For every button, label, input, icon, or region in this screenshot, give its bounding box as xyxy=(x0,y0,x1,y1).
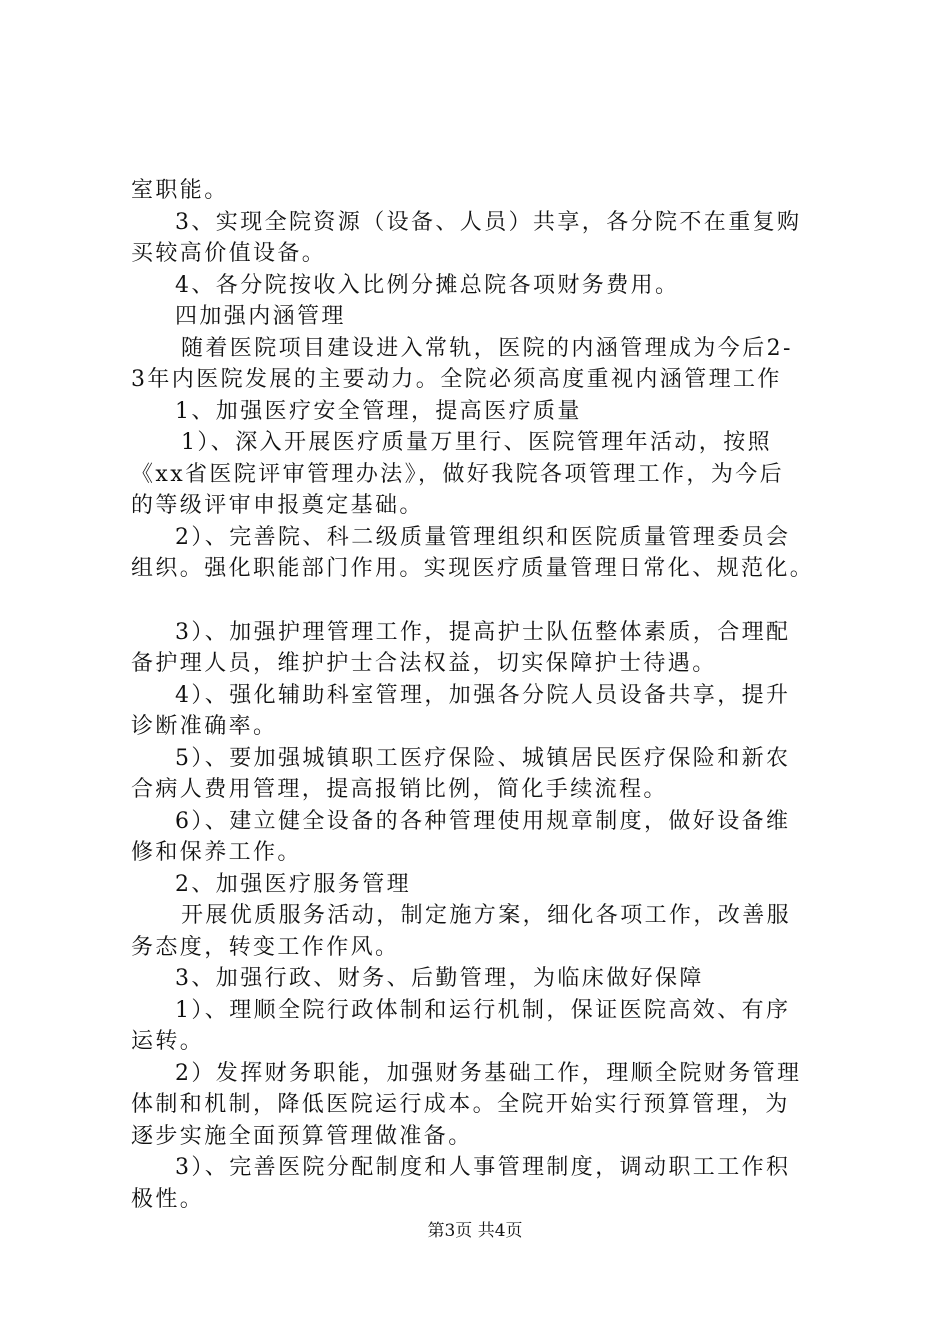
page-footer: 第3页 共4页 xyxy=(427,1221,523,1241)
text-line: 4）、强化辅助科室管理，加强各分院人员设备共享，提升 xyxy=(175,682,791,708)
text-line: 开展优质服务活动，制定施方案，细化各项工作，改善服 xyxy=(181,903,792,928)
text-line: 修和保养工作。 xyxy=(131,840,302,865)
text-line: 务态度，转变工作作风。 xyxy=(131,934,400,960)
text-line: 3、实现全院资源（设备、人员）共享，各分院不在重复购 xyxy=(175,209,802,235)
text-line: 备护理人员，维护护士合法权益，切实保障护士待遇。 xyxy=(131,651,717,676)
text-line: 3年内医院发展的主要动力。全院必须高度重视内涵管理工作 xyxy=(131,367,782,392)
body-text xyxy=(131,175,851,1215)
text-line: 室职能。 xyxy=(131,178,229,203)
text-line: 运转。 xyxy=(131,1029,205,1054)
text-line: 5）、要加强城镇职工医疗保险、城镇居民医疗保险和新农 xyxy=(175,745,791,771)
text-line: 2）、完善院、科二级质量管理组织和医院质量管理委员会 xyxy=(175,524,791,550)
subsection-heading: 3、加强行政、财务、后勤管理，为临床做好保障 xyxy=(175,966,704,991)
text-line: 的等级评审申报奠定基础。 xyxy=(131,493,424,518)
text-line: 极性。 xyxy=(131,1186,205,1212)
text-line: 3）、加强护理管理工作，提高护士队伍整体素质，合理配 xyxy=(175,619,791,645)
text-line: 逐步实施全面预算管理做准备。 xyxy=(131,1123,473,1149)
subsection-heading: 1、加强医疗安全管理，提高医疗质量 xyxy=(175,398,582,424)
text-line: 2）发挥财务职能，加强财务基础工作，理顺全院财务管理 xyxy=(175,1060,802,1086)
text-line: 随着医院项目建设进入常轨，医院的内涵管理成为今后2- xyxy=(181,335,793,361)
text-line: 买较高价值设备。 xyxy=(131,241,327,266)
text-line: 合病人费用管理，提高报销比例，简化手续流程。 xyxy=(131,777,668,802)
text-line: 4、各分院按收入比例分摊总院各项财务费用。 xyxy=(175,272,680,298)
text-line: 体制和机制，降低医院运行成本。全院开始实行预算管理，为 xyxy=(131,1092,790,1117)
text-line: 3）、完善医院分配制度和人事管理制度，调动职工工作积 xyxy=(175,1155,791,1180)
subsection-heading: 2、加强医疗服务管理 xyxy=(175,871,411,897)
text-line: 1）、深入开展医疗质量万里行、医院管理年活动，按照 xyxy=(181,430,772,455)
blank-line xyxy=(131,585,851,617)
text-line: 1）、理顺全院行政体制和运行机制，保证医院高效、有序 xyxy=(175,997,791,1023)
section-heading: 四加强内涵管理 xyxy=(175,304,346,329)
text-line: 6）、建立健全设备的各种管理使用规章制度，做好设备维 xyxy=(175,808,791,834)
text-line: 《xx省医院评审管理办法》，做好我院各项管理工作，为今后 xyxy=(131,461,785,487)
text-line: 诊断准确率。 xyxy=(131,714,278,739)
text-line: 组织。强化职能部门作用。实现医疗质量管理日常化、规范化。 xyxy=(131,556,815,581)
